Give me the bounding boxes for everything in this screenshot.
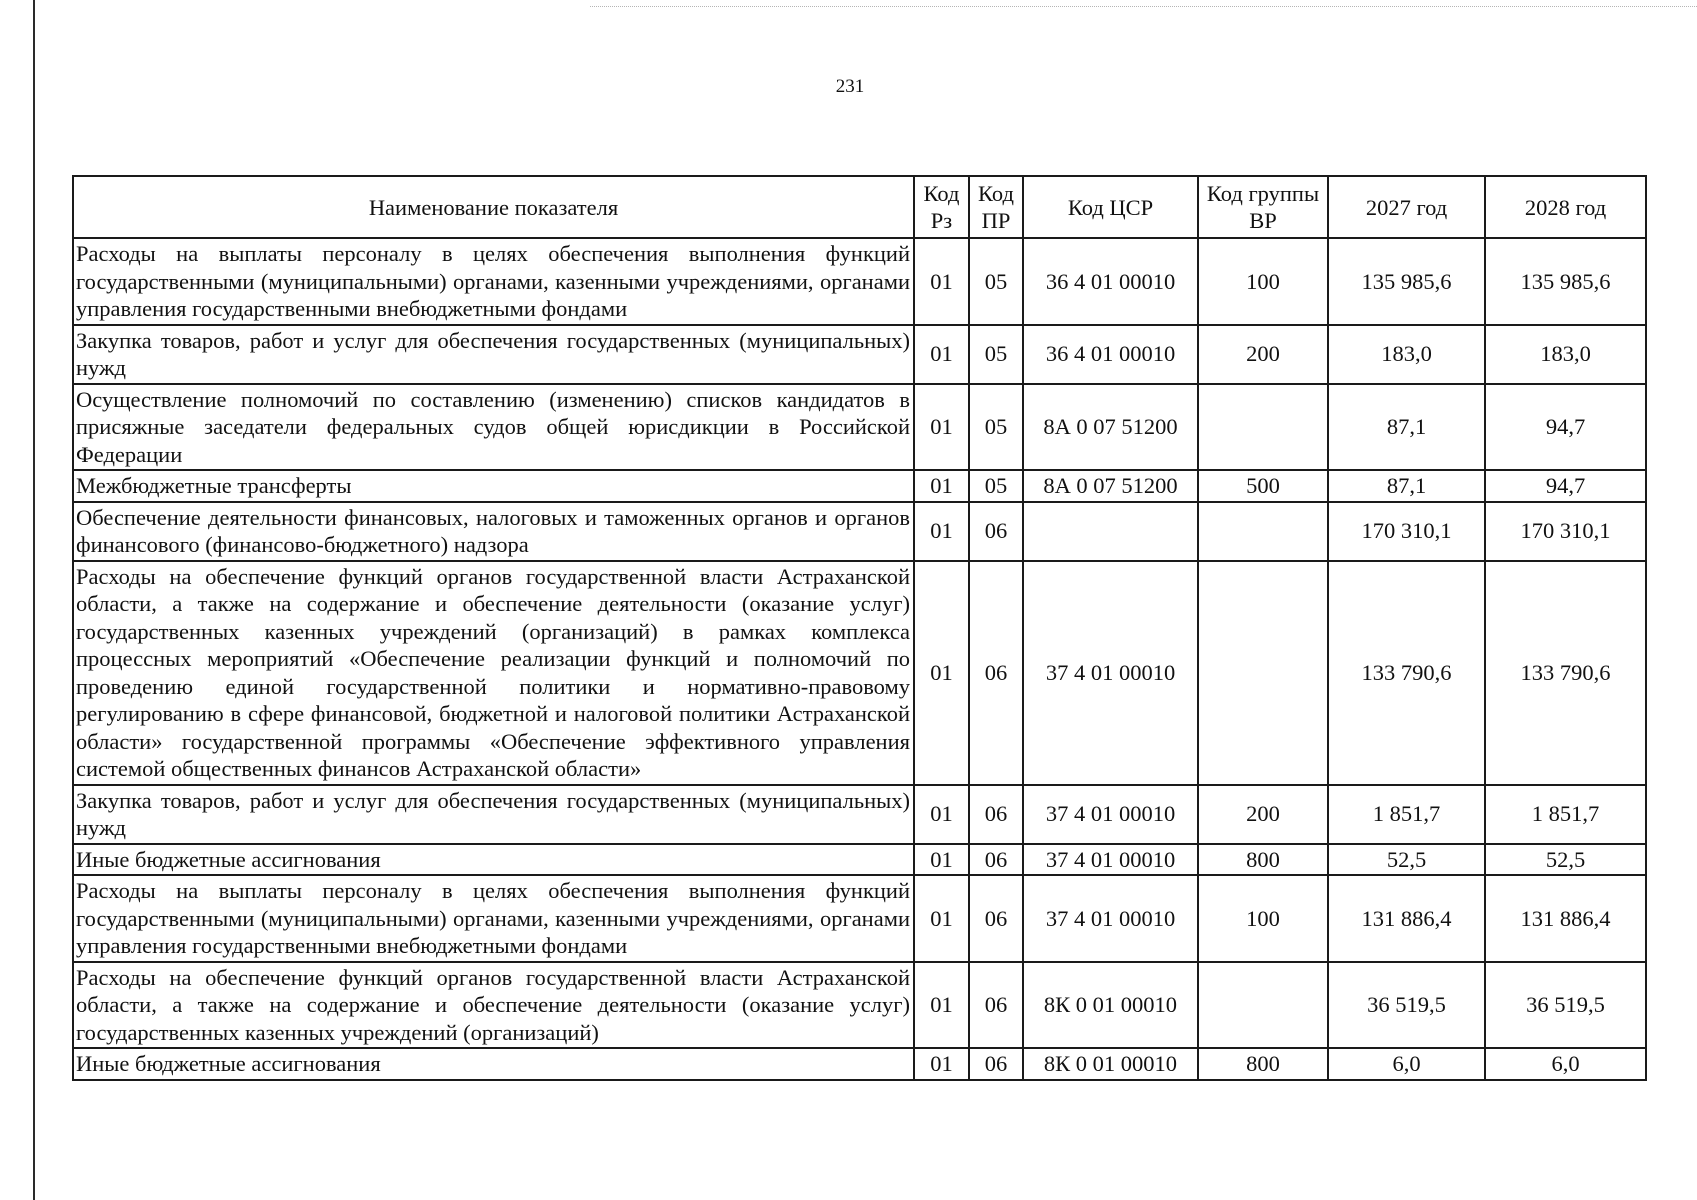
row-vr: 500 [1198,470,1328,502]
row-vr: 800 [1198,1048,1328,1080]
table-row [73,470,1646,502]
table-row [73,785,1646,844]
row-value-2028: 6,0 [1485,1048,1646,1080]
row-pr: 05 [969,325,1023,384]
row-rz: 01 [914,325,969,384]
header-2027: 2027 год [1328,176,1485,238]
row-csr [1023,502,1198,561]
row-pr: 06 [969,962,1023,1049]
row-csr: 8А 0 07 51200 [1023,384,1198,471]
row-value-2028: 170 310,1 [1485,502,1646,561]
page-number: 231 [835,76,865,97]
row-name: Расходы на обеспечение функций органов государственной власти Астраханской области, а также на содержание и обеспечение деятельности (оказание услуг) государственных казенных учреждений (организаций) в рамках комплекса процессных мероприятий «Обеспечение реализации функций и полномочий по проведению единой государственной политики и нормативно-правовому регулированию в сфере финансовой, бюджетной и налоговой политики Астраханской области» государственной программы «Обеспечение эффективного управления системой общественных финансов Астраханской области» [73,561,914,785]
row-name: Расходы на выплаты персоналу в целях обеспечения выполнения функций государственными (муниципальными) органами, казенными учреждениями, органами управления государственными внебюджетными фондами [73,238,914,325]
budget-table [72,175,1647,1081]
row-name: Расходы на обеспечение функций органов государственной власти Астраханской области, а также на содержание и обеспечение деятельности (оказание услуг) государственных казенных учреждений (организаций) [73,962,914,1049]
row-value-2027: 133 790,6 [1328,561,1485,785]
row-rz: 01 [914,384,969,471]
row-value-2027: 36 519,5 [1328,962,1485,1049]
row-vr [1198,384,1328,471]
row-value-2028: 52,5 [1485,844,1646,876]
row-name: Расходы на выплаты персоналу в целях обеспечения выполнения функций государственными (муниципальными) органами, казенными учреждениями, органами управления государственными внебюджетными фондами [73,875,914,962]
row-csr: 8А 0 07 51200 [1023,470,1198,502]
row-pr: 06 [969,844,1023,876]
row-value-2027: 6,0 [1328,1048,1485,1080]
row-csr: 37 4 01 00010 [1023,844,1198,876]
row-name: Межбюджетные трансферты [73,470,914,502]
row-csr: 37 4 01 00010 [1023,875,1198,962]
row-pr: 06 [969,561,1023,785]
row-rz: 01 [914,962,969,1049]
row-rz: 01 [914,1048,969,1080]
row-csr: 36 4 01 00010 [1023,238,1198,325]
table-row [73,384,1646,471]
left-margin-rule [33,0,35,1200]
table-row [73,325,1646,384]
row-value-2028: 94,7 [1485,384,1646,471]
row-csr: 37 4 01 00010 [1023,561,1198,785]
row-name: Иные бюджетные ассигнования [73,1048,914,1080]
table-body [73,238,1646,1080]
row-value-2027: 87,1 [1328,384,1485,471]
row-name: Обеспечение деятельности финансовых, налоговых и таможенных органов и органов финансового (финансово-бюджетного) надзора [73,502,914,561]
header-2028: 2028 год [1485,176,1646,238]
row-value-2028: 183,0 [1485,325,1646,384]
row-vr: 800 [1198,844,1328,876]
row-pr: 06 [969,785,1023,844]
row-vr [1198,502,1328,561]
row-name: Иные бюджетные ассигнования [73,844,914,876]
row-pr: 06 [969,1048,1023,1080]
row-value-2028: 131 886,4 [1485,875,1646,962]
row-name: Осуществление полномочий по составлению (изменению) списков кандидатов в присяжные заседатели федеральных судов общей юрисдикции в Российской Федерации [73,384,914,471]
row-value-2027: 183,0 [1328,325,1485,384]
header-csr: Код ЦСР [1023,176,1198,238]
header-pr: Код ПР [969,176,1023,238]
table-row [73,502,1646,561]
row-rz: 01 [914,470,969,502]
row-value-2027: 87,1 [1328,470,1485,502]
row-value-2027: 131 886,4 [1328,875,1485,962]
row-rz: 01 [914,844,969,876]
row-vr [1198,561,1328,785]
row-value-2027: 170 310,1 [1328,502,1485,561]
table-row [73,238,1646,325]
row-csr: 36 4 01 00010 [1023,325,1198,384]
row-csr: 8К 0 01 00010 [1023,1048,1198,1080]
header-rz: Код Рз [914,176,969,238]
row-rz: 01 [914,238,969,325]
row-pr: 05 [969,470,1023,502]
row-csr: 8К 0 01 00010 [1023,962,1198,1049]
row-vr [1198,962,1328,1049]
row-value-2027: 1 851,7 [1328,785,1485,844]
row-value-2028: 1 851,7 [1485,785,1646,844]
top-scan-line [590,6,1697,7]
row-vr: 200 [1198,325,1328,384]
row-value-2027: 52,5 [1328,844,1485,876]
row-csr: 37 4 01 00010 [1023,785,1198,844]
row-pr: 05 [969,384,1023,471]
row-pr: 05 [969,238,1023,325]
row-name: Закупка товаров, работ и услуг для обеспечения государственных (муниципальных) нужд [73,785,914,844]
row-rz: 01 [914,875,969,962]
row-value-2028: 36 519,5 [1485,962,1646,1049]
row-value-2027: 135 985,6 [1328,238,1485,325]
row-rz: 01 [914,561,969,785]
header-vr: Код группы ВР [1198,176,1328,238]
table-row [73,875,1646,962]
row-vr: 100 [1198,238,1328,325]
row-pr: 06 [969,502,1023,561]
row-pr: 06 [969,875,1023,962]
row-vr: 100 [1198,875,1328,962]
table-row [73,844,1646,876]
header-name: Наименование показателя [73,176,914,238]
row-value-2028: 94,7 [1485,470,1646,502]
table-row [73,561,1646,785]
header-row [73,176,1646,238]
row-value-2028: 133 790,6 [1485,561,1646,785]
row-vr: 200 [1198,785,1328,844]
row-rz: 01 [914,785,969,844]
row-value-2028: 135 985,6 [1485,238,1646,325]
row-rz: 01 [914,502,969,561]
row-name: Закупка товаров, работ и услуг для обеспечения государственных (муниципальных) нужд [73,325,914,384]
table-header [73,176,1646,238]
table-row [73,1048,1646,1080]
table-row [73,962,1646,1049]
